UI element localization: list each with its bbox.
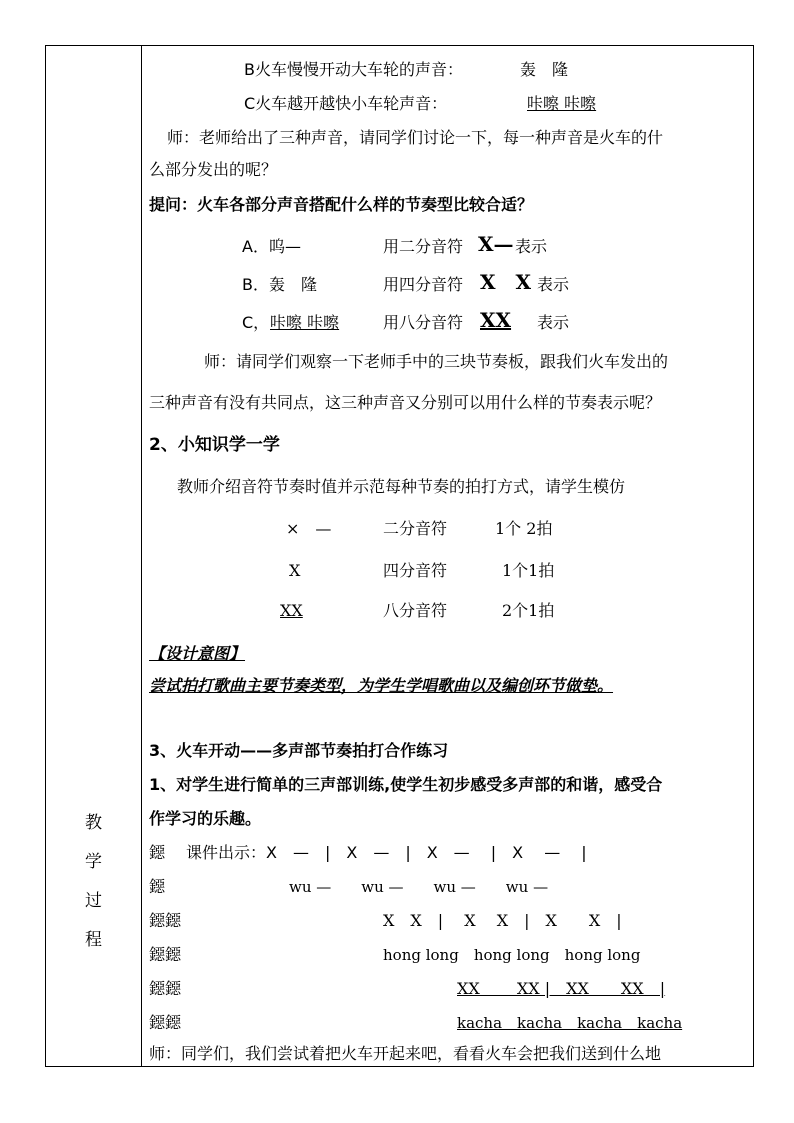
column-divider	[141, 46, 142, 1066]
option-b-text: 用四分音符	[383, 275, 464, 294]
lesson-table	[45, 45, 754, 1067]
score-line: 课件出示：X — | X — | X — | X — |	[186, 843, 587, 862]
intro-text: 教师介绍音符节奏时值并示范每种节奏的拍打方式，请学生模仿	[177, 477, 626, 496]
score-label: 鐚鐚	[149, 911, 182, 930]
score-label: 鐚	[149, 843, 166, 862]
side-label-char: 教	[85, 813, 102, 833]
side-label-char: 过	[85, 891, 102, 911]
side-label-char: 学	[85, 852, 102, 872]
note-value: 2个1拍	[502, 601, 555, 620]
option-b-tail: 表示	[537, 275, 570, 294]
option-a-tail: 表示	[515, 237, 548, 256]
side-column	[46, 46, 141, 1066]
note-value: 1个 2拍	[495, 519, 553, 538]
option-a-label: A．呜—	[242, 237, 301, 256]
score-label: 鐚鐚	[149, 945, 182, 964]
note-name: 八分音符	[383, 601, 448, 620]
note-symbol: X	[289, 561, 301, 580]
option-c-tail: 表示	[537, 313, 570, 332]
design-intent-title: 【设计意图】	[149, 644, 246, 663]
score-line: XX XX | XX XX |	[457, 979, 666, 998]
option-a-note: X—	[478, 232, 514, 256]
teacher-question-2: 师：请同学们观察一下老师手中的三块节奏板，跟我们火车发出的	[204, 352, 669, 371]
question-heading: 提问：火车各部分声音搭配什么样的节奏型比较合适？	[149, 195, 534, 214]
design-intent-text: 尝试拍打歌曲主要节奏类型，为学生学唱歌曲以及编创环节做垫。	[149, 676, 614, 695]
note-name: 二分音符	[383, 519, 448, 538]
option-c-prefix: C，	[242, 313, 270, 332]
b-sound-label: B火车慢慢开动大车轮的声音：	[244, 60, 463, 79]
score-line: hong long hong long hong long	[383, 946, 641, 964]
score-line: wu — wu — wu — wu —	[289, 878, 549, 896]
note-name: 四分音符	[383, 561, 448, 580]
score-line: X X | X X | X X |	[383, 911, 622, 930]
section-3-heading: 3、火车开动——多声部节奏拍打合作练习	[149, 741, 449, 760]
note-symbol: × —	[286, 519, 332, 538]
point-1-cont: 作学习的乐趣。	[149, 809, 262, 828]
teacher-question-1: 师：老师给出了三种声音，请同学们讨论一下，每一种声音是火车的什	[167, 128, 664, 147]
note-value: 1个1拍	[502, 561, 555, 580]
teacher-question-1-cont: 么部分发出的呢？	[149, 160, 278, 179]
point-1: 1、对学生进行简单的三声部训练,使学生初步感受多声部的和谐，感受合	[149, 775, 663, 794]
score-line: kacha kacha kacha kacha	[457, 1014, 683, 1032]
option-a-text: 用二分音符	[383, 237, 464, 256]
option-b-label: B．轰 隆	[242, 275, 317, 294]
score-label: 鐚鐚	[149, 979, 182, 998]
c-sound-value: 咔嚓 咔嚓	[527, 94, 597, 113]
score-label: 鐚鐚	[149, 1013, 182, 1032]
section-2-heading: 2、小知识学一学	[149, 435, 280, 455]
side-label-char: 程	[85, 930, 102, 950]
closing-text: 师：同学们，我们尝试着把火车开起来吧，看看火车会把我们送到什么地	[149, 1044, 662, 1063]
c-sound-label: C火车越开越快小车轮声音：	[244, 94, 448, 113]
option-c-note: XX	[480, 308, 512, 332]
note-symbol: XX	[280, 601, 303, 620]
score-label: 鐚	[149, 877, 166, 896]
option-c-text: 用八分音符	[383, 313, 464, 332]
option-b-note: X X	[480, 270, 532, 294]
teacher-question-2-cont: 三种声音有没有共同点，这三种声音又分别可以用什么样的节奏表示呢？	[149, 393, 662, 412]
option-c-label: 咔嚓 咔嚓	[270, 313, 340, 332]
b-sound-value: 轰 隆	[520, 60, 569, 79]
